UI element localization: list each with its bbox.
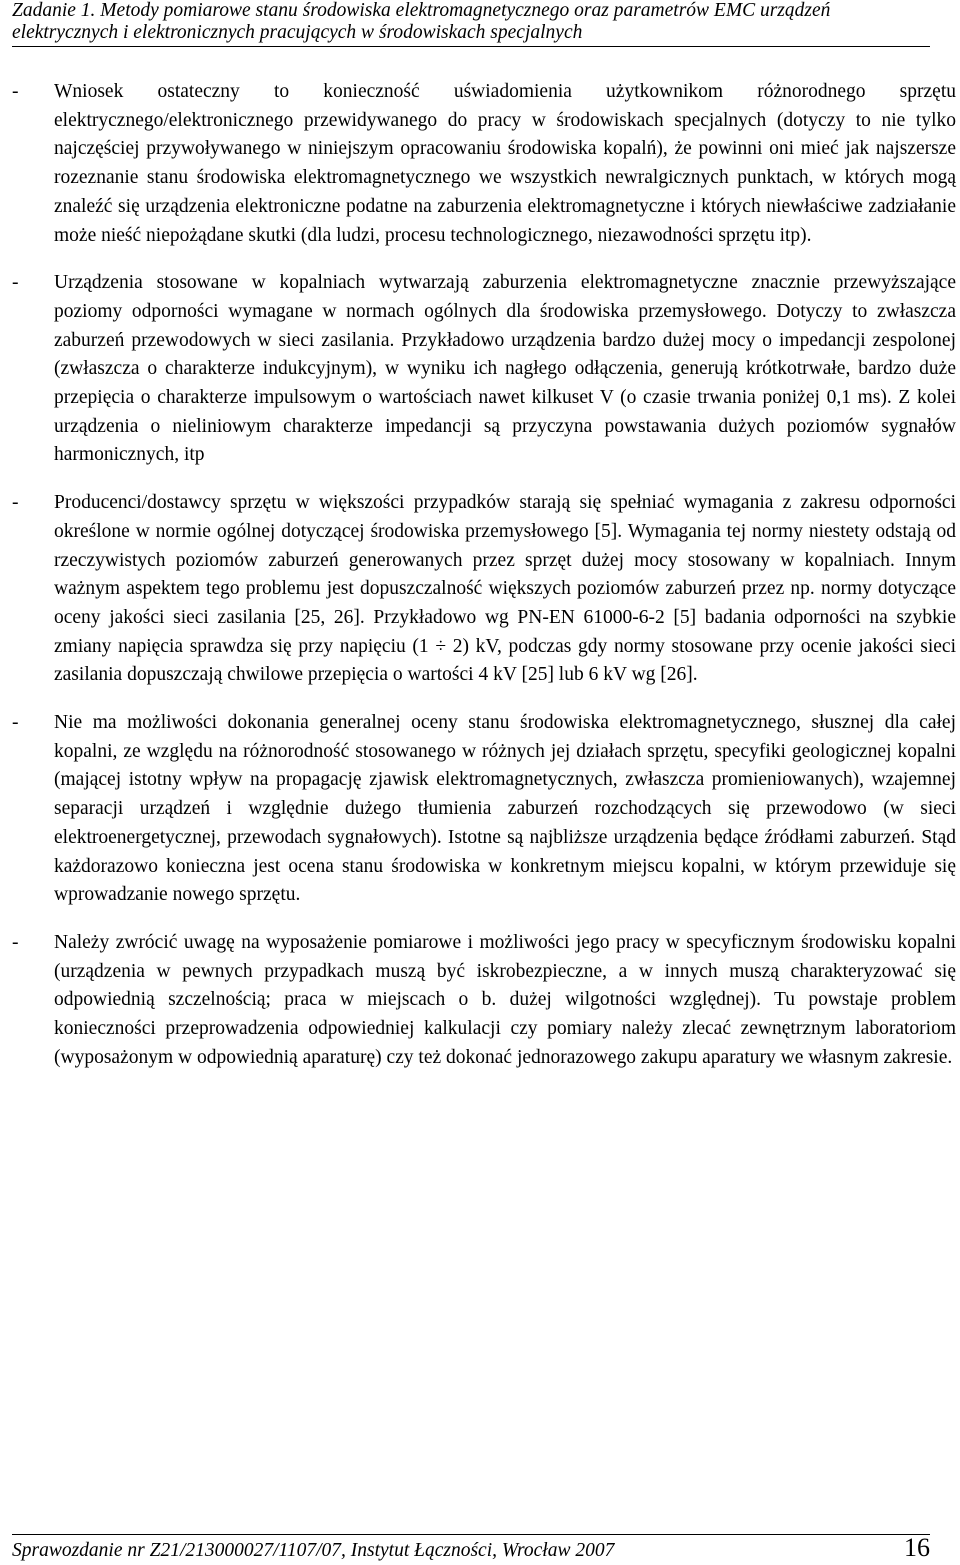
footer-divider bbox=[12, 1534, 930, 1535]
list-item bbox=[12, 709, 956, 910]
bullet-list bbox=[12, 78, 956, 1092]
list-item-text: Producenci/dostawcy sprzętu w większości przypadków starają się spełniać wymagania z zakresu odporności określone w normie ogólnej dotyczącej środowiska przemysłowego [5]. Wymagania tej normy niestety odstają od rzeczywistych poziomów zaburzeń generowanych przez sprzęt dużej mocy stosowany w kopalniach. Innym ważnym aspektem tego problemu jest dopuszczalność większych poziomów zaburzeń przez np. normy dotyczące oceny jakości sieci zasilania [25, 26]. Przykładowo wg PN-EN 61000-6-2 [5] badania odporności na szybkie zmiany napięcia sprawdza się przy napięciu (1 ÷ 2) kV, podczas gdy normy stosowane przy ocenie jakości sieci zasilania dopuszczają chwilowe przepięcia o wartości 4 kV [25] lub 6 kV wg [26]. bbox=[54, 492, 956, 686]
list-item-text: Należy zwrócić uwagę na wyposażenie pomiarowe i możliwości jego pracy w specyficznym środowisku kopalni (urządzenia w pewnych przypadkach muszą być iskrobezpieczne, a w innych muszą charakteryzować się odpowiednią szczelnością; praca w miejscach o b. dużej wilgotności względnej). Tu powstaje problem konieczności przeprowadzenia odpowiedniej kalkulacji czy pomiary należy zlecać zewnętrznym laboratoriom (wyposażonym w odpowiednią aparaturę) czy też dokonać jednorazowego zakupu aparatury we własnym zakresie. bbox=[54, 931, 956, 1068]
list-bullet: - bbox=[12, 931, 19, 953]
page-number: 16 bbox=[904, 1533, 930, 1562]
list-bullet: - bbox=[12, 272, 19, 294]
list-item-text: Urządzenia stosowane w kopalniach wytwarzają zaburzenia elektromagnetyczne znacznie przewyższające poziomy odporności wymagane w normach ogólnych dla środowiska przemysłowego. Dotyczy to zwłaszcza zaburzeń przewodowych w sieci zasilania. Przykładowo urządzenia bardzo dużej mocy o impedancji zespolonej (zwłaszcza o charakterze indukcyjnym), w wyniku ich nagłego odłączenia, generują krótkotrwałe, bardzo duże przepięcia o charakterze impulsowym o wartościach nawet kilkuset V (o czasie trwania poniżej 0,1 ms). Z kolei urządzenia o nieliniowym charakterze impedancji są przyczyna powstawania dużych poziomów sygnałów harmonicznych, itp bbox=[54, 272, 956, 466]
list-bullet: - bbox=[12, 81, 19, 102]
footer-citation: Sprawozdanie nr Z21/213000027/1107/07, Instytut Łączności, Wrocław 2007 bbox=[12, 1540, 615, 1561]
header-divider bbox=[12, 46, 930, 47]
list-item bbox=[12, 489, 956, 690]
list-bullet: - bbox=[12, 492, 19, 514]
page-footer bbox=[12, 1533, 956, 1565]
list-item bbox=[12, 269, 956, 470]
list-item-text: Nie ma możliwości dokonania generalnej oceny stanu środowiska elektromagnetycznego, słusznej dla całej kopalni, ze względu na różnorodność stosowanego w różnych jej działach sprzętu, specyfiki geologicznej kopalni (mającej istotny wpływ na propagację zjawisk elektromagnetycznych, zwłaszcza promieniowanych), wzajemnej separacji urządzeń i względnie dużego tłumienia zaburzeń rozchodzących się przewodowo (w sieci elektroenergetycznej, przewodach sygnałowych). Istotne są najbliższe urządzenia będące źródłami zaburzeń. Stąd każdorazowo konieczna jest ocena stanu środowiska w konkretnym miejscu kopalni, w którym przewiduje się wprowadzanie nowego sprzętu. bbox=[54, 712, 956, 906]
running-header: Zadanie 1. Metody pomiarowe stanu środowiska elektromagnetycznego oraz parametrów EMC urządzeń elektrycznych i elektronicznych pracujących w środowiskach specjalnych bbox=[12, 0, 831, 43]
list-item-text: Wniosek ostateczny to konieczność uświadomienia użytkownikom różnorodnego sprzętu elektrycznego/elektronicznego przewidywanego do pracy w środowiskach specjalnych (dotyczy to nie tylko najczęściej przywoływanego w niniejszym opracowaniu środowiska kopalń), że powinni oni mieć jak najszersze rozeznanie stanu środowiska elektromagnetycznego we wszystkich newralgicznych punktach, w których mogą znaleźć się urządzenia elektroniczne podatne na zaburzenia elektromagnetyczne i których niewłaściwe zadziałanie może nieść niepożądane skutki (dla ludzi, procesu technologicznego, niezawodności sprzętu itp). bbox=[54, 81, 956, 246]
list-item bbox=[12, 929, 956, 1073]
list-item bbox=[12, 78, 956, 250]
list-bullet: - bbox=[12, 712, 19, 734]
